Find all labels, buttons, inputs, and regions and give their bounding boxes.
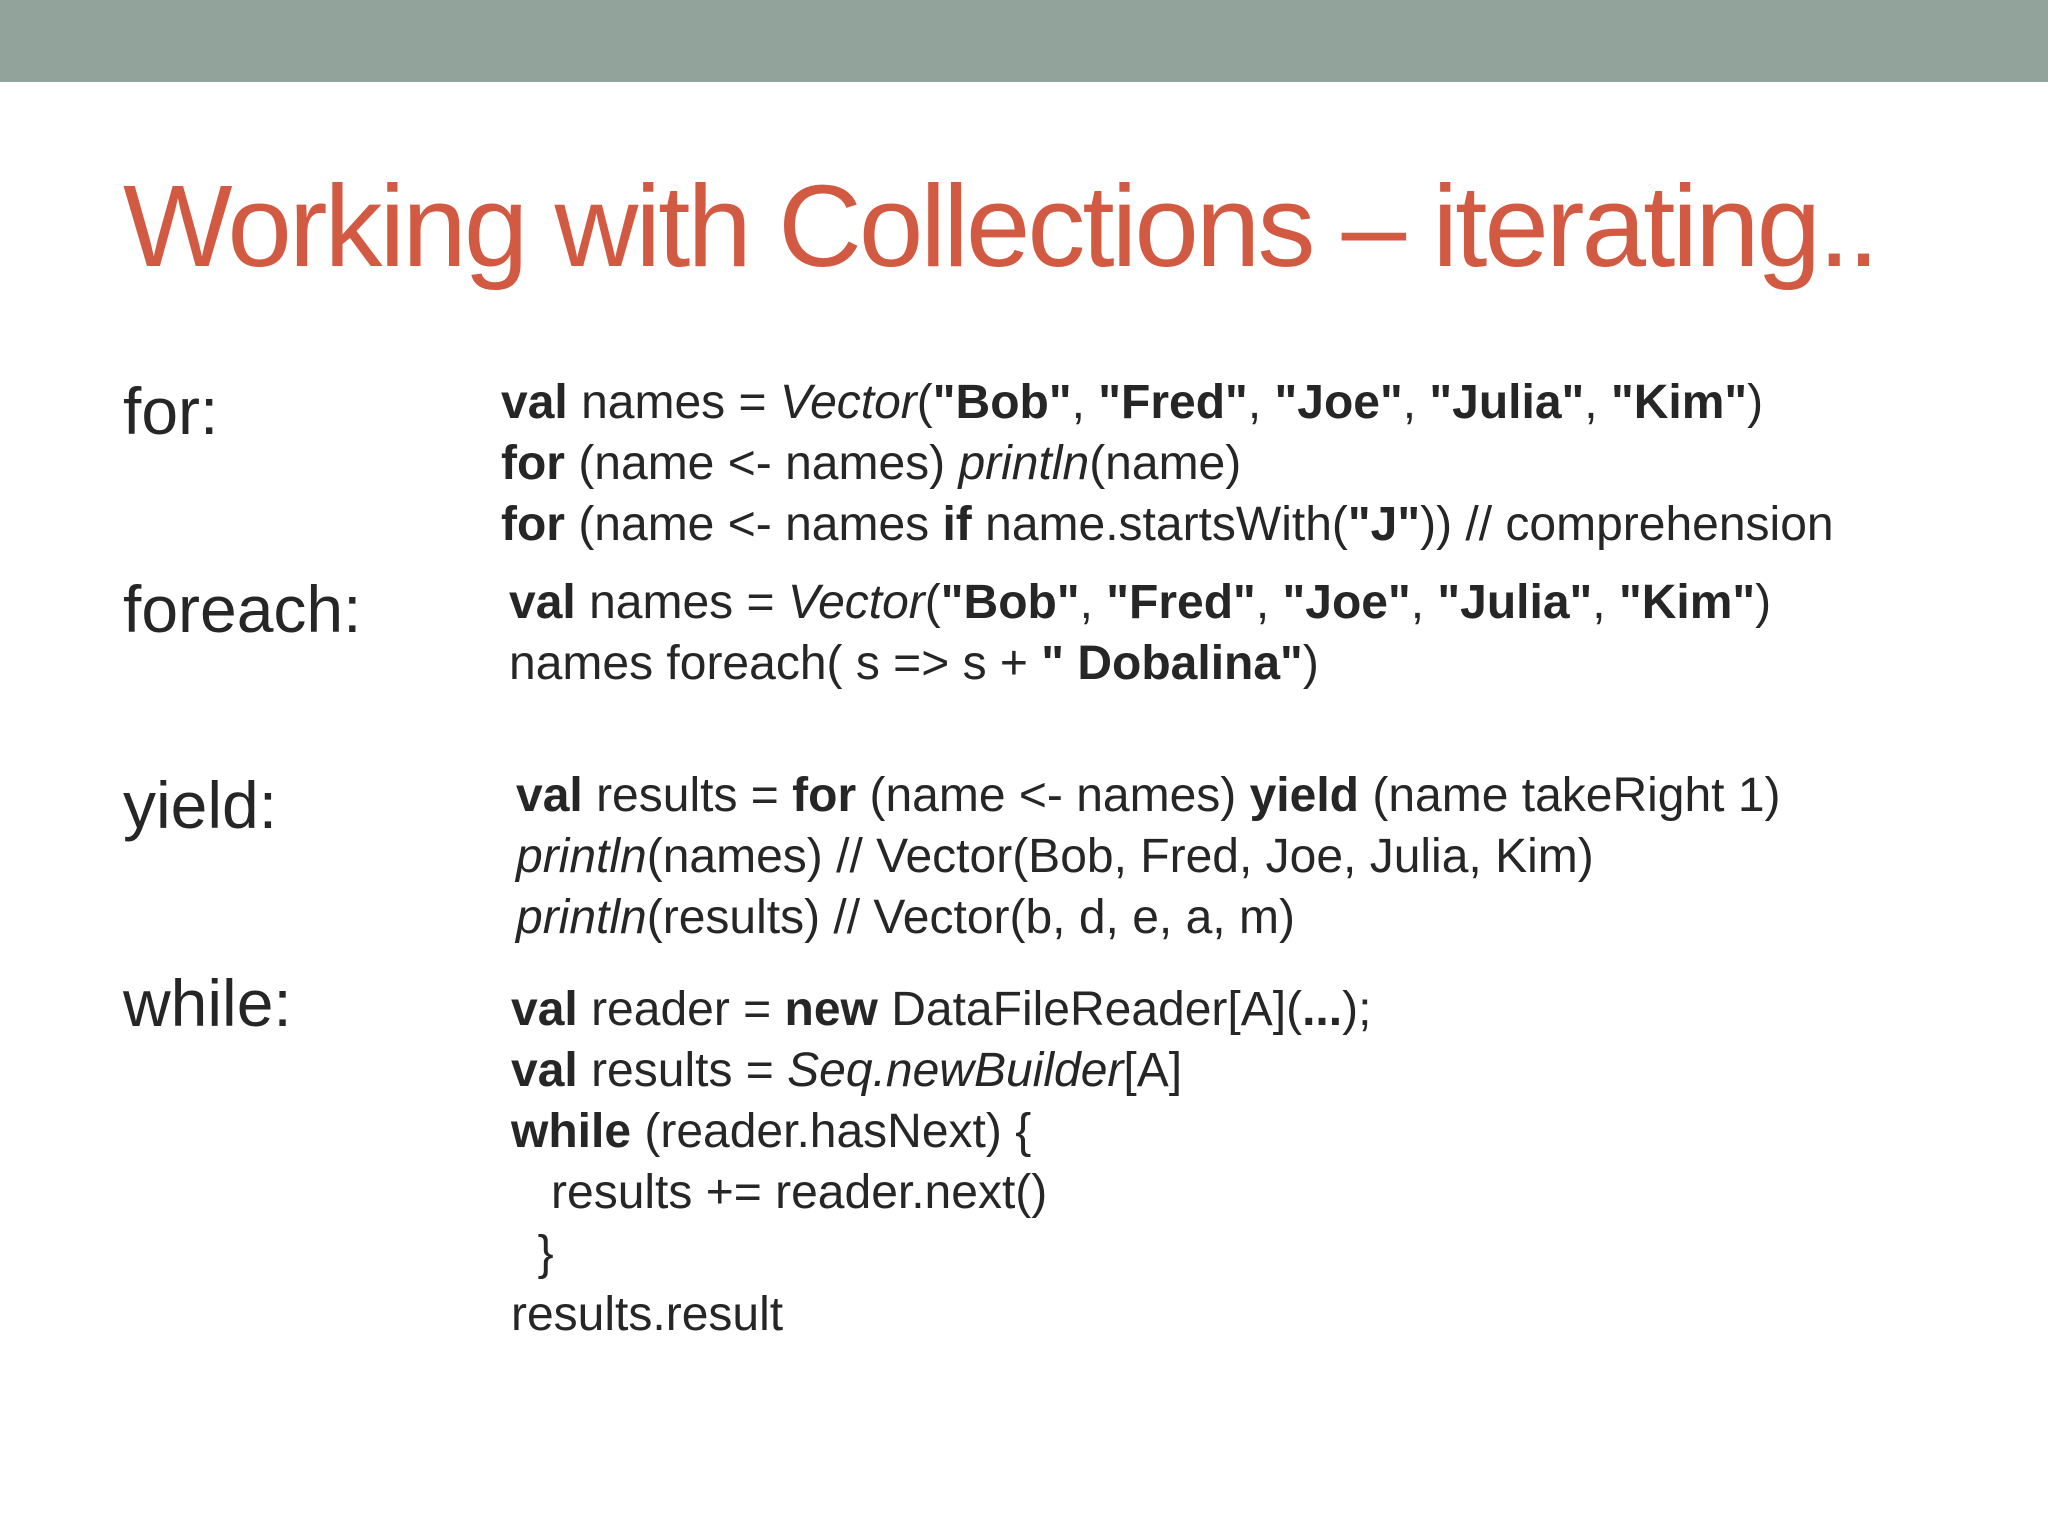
code-block-foreach (509, 572, 1771, 694)
code-token: "Fred" (1106, 576, 1256, 629)
code-token: results.result (511, 1288, 784, 1341)
code-token: , (1071, 376, 1099, 429)
code-token: )) // comprehension (1420, 498, 1834, 551)
code-token: results = (582, 769, 793, 822)
code-line (516, 765, 1781, 826)
code-line (511, 1101, 1371, 1162)
code-token: names = (575, 576, 788, 629)
code-token: results += reader.next() (511, 1166, 1048, 1219)
code-token: Seq.newBuilder (787, 1044, 1124, 1097)
code-token: ) (1755, 576, 1772, 629)
code-token: (name <- names (564, 498, 943, 551)
slide-title: Working with Collections – iterating.. (123, 161, 1877, 291)
code-token: , (1402, 376, 1430, 429)
code-token: ( (916, 376, 933, 429)
code-token: new (784, 983, 878, 1036)
code-line (511, 979, 1371, 1040)
code-token: , (1584, 376, 1611, 429)
label-yield: yield: (123, 768, 278, 842)
code-token: val (509, 576, 576, 629)
code-token: ... (1302, 983, 1343, 1036)
code-token: val (511, 983, 578, 1036)
code-token: "Bob" (932, 376, 1072, 429)
label-while: while: (123, 966, 292, 1040)
code-token: "Fred" (1098, 376, 1248, 429)
code-token: "Julia" (1429, 376, 1585, 429)
code-token: ( (924, 576, 941, 629)
code-token: for (501, 498, 565, 551)
code-token: "Joe" (1274, 376, 1403, 429)
code-block-while (511, 979, 1371, 1345)
code-token: , (1592, 576, 1619, 629)
code-token: ); (1342, 983, 1372, 1036)
code-token: results = (577, 1044, 788, 1097)
code-token: , (1255, 576, 1283, 629)
code-token: [A] (1123, 1044, 1183, 1097)
code-block-for (501, 372, 1834, 555)
code-token: , (1410, 576, 1438, 629)
code-line (511, 1162, 1371, 1223)
code-token: Vector (779, 376, 917, 429)
code-line (501, 433, 1834, 494)
code-token: println (958, 437, 1090, 490)
code-token: } (511, 1227, 554, 1280)
code-token: (results) // Vector(b, d, e, a, m) (646, 891, 1295, 944)
code-token: (name) (1089, 437, 1242, 490)
code-line (511, 1223, 1371, 1284)
code-line (501, 372, 1834, 433)
code-token: "Kim" (1610, 376, 1748, 429)
code-line (516, 826, 1781, 887)
code-block-yield (516, 765, 1781, 948)
code-token: (reader.hasNext) { (631, 1105, 1032, 1158)
code-line (511, 1040, 1371, 1101)
code-token: (name <- names) (564, 437, 959, 490)
code-token: " Dobalina" (1041, 637, 1303, 690)
code-line (509, 633, 1771, 694)
code-token: ) (1747, 376, 1764, 429)
code-token: yield (1249, 769, 1359, 822)
label-for: for: (123, 374, 219, 448)
code-token: (name takeRight 1) (1359, 769, 1781, 822)
code-token: println (516, 891, 647, 944)
code-token: println (516, 830, 647, 883)
code-token: val (511, 1044, 578, 1097)
code-token: "Kim" (1618, 576, 1756, 629)
code-token: while (511, 1105, 632, 1158)
top-accent-bar (0, 0, 2048, 82)
code-token: name.startsWith( (971, 498, 1348, 551)
code-token: "Julia" (1437, 576, 1593, 629)
code-token: if (942, 498, 972, 551)
code-token: (names) // Vector(Bob, Fred, Joe, Julia, Kim) (646, 830, 1594, 883)
code-token: DataFileReader[A]( (877, 983, 1303, 1036)
code-token: val (516, 769, 583, 822)
code-token: "Joe" (1282, 576, 1411, 629)
code-token: "Bob" (940, 576, 1080, 629)
code-token: , (1079, 576, 1107, 629)
code-line (516, 887, 1781, 948)
code-token: (name <- names) (856, 769, 1250, 822)
code-token: reader = (577, 983, 785, 1036)
code-line (509, 572, 1771, 633)
code-line (501, 494, 1834, 555)
code-token: names foreach( s => s + (509, 637, 1042, 690)
code-token: Vector (787, 576, 925, 629)
code-token: for (792, 769, 857, 822)
code-token: val (501, 376, 568, 429)
label-foreach: foreach: (123, 572, 362, 646)
code-token: ) (1302, 637, 1319, 690)
code-token: names = (567, 376, 780, 429)
code-line (511, 1284, 1371, 1345)
code-token: , (1247, 376, 1275, 429)
code-token: "J" (1347, 498, 1421, 551)
code-token: for (501, 437, 565, 490)
